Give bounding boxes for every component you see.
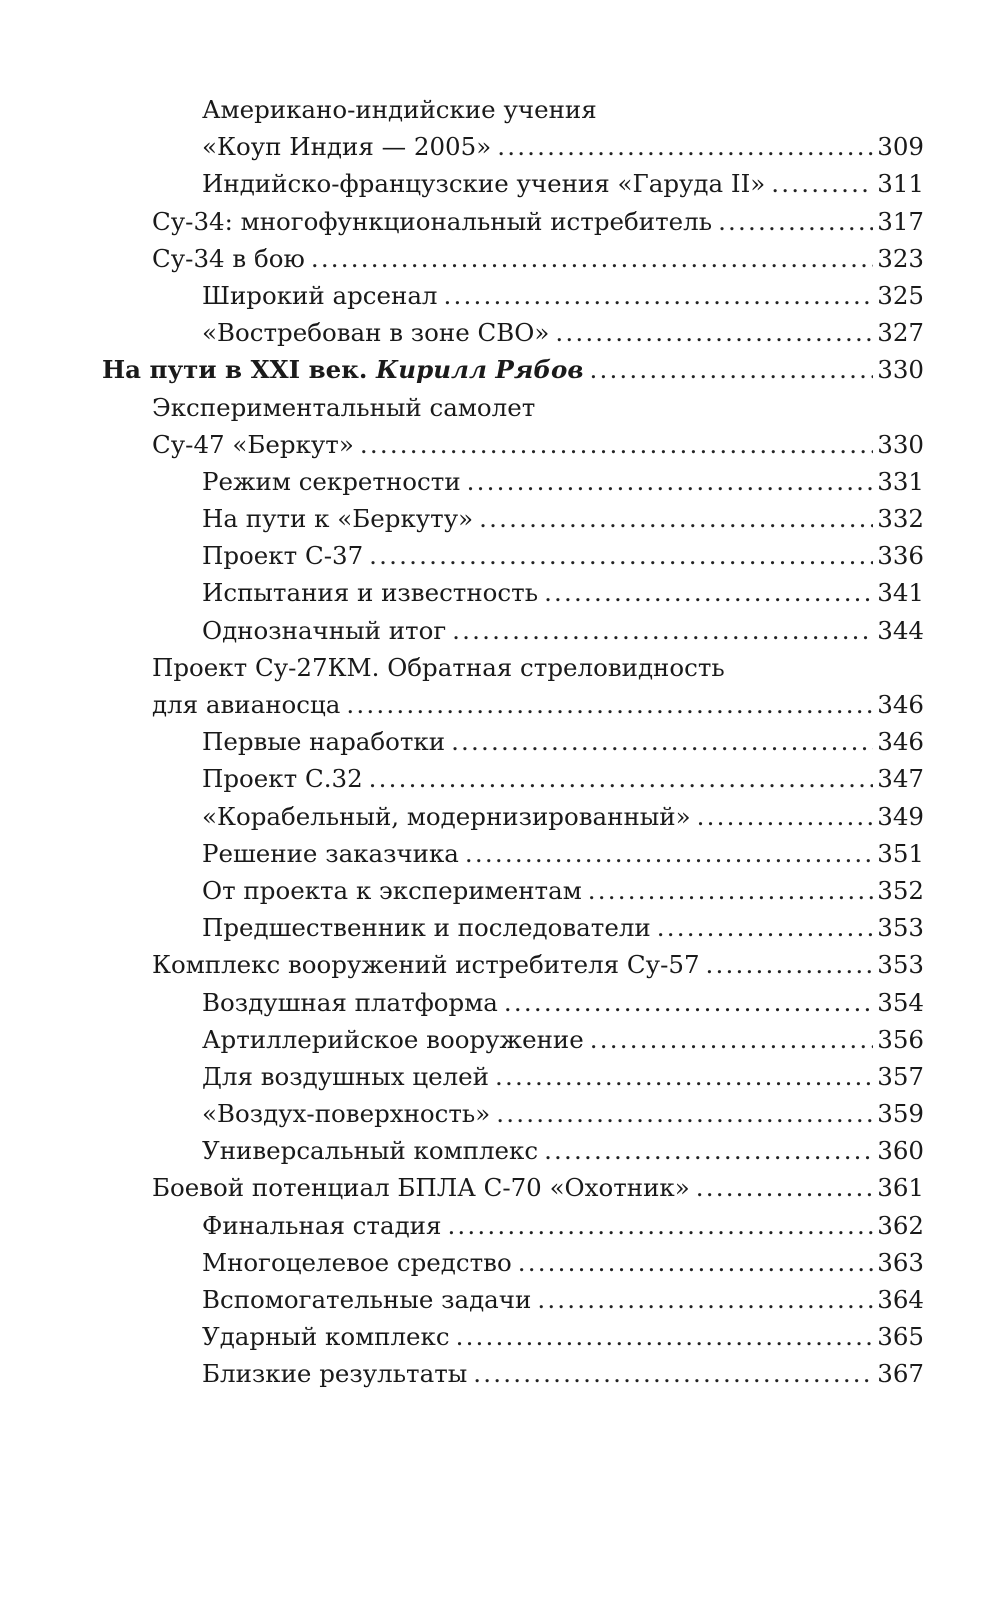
dot-leader [360, 426, 873, 463]
toc-entry [102, 426, 924, 463]
toc-entry [102, 203, 924, 240]
section-title [102, 351, 583, 388]
toc-entry-title: Первые наработки [202, 727, 446, 757]
dot-leader [697, 798, 874, 835]
toc-entry [102, 686, 924, 723]
toc-entry [102, 835, 924, 872]
toc-entry [102, 1021, 924, 1058]
toc-entry-title: Решение заказчика [202, 838, 459, 868]
toc-entry-title: Американо-индийские учения [202, 95, 597, 124]
toc-entry-page: 354 [877, 987, 924, 1017]
toc-entry [102, 1058, 924, 1095]
dot-leader [467, 463, 874, 500]
toc-entry-title: Предшественник и последователи [202, 913, 651, 943]
toc-entry-title: Артиллерийское вооружение [202, 1024, 584, 1054]
toc-entry-page: 357 [877, 1061, 924, 1091]
toc-entry-page: 352 [877, 875, 924, 905]
dot-leader [452, 612, 873, 649]
toc-entry-page: 323 [877, 243, 924, 273]
dot-leader [479, 500, 873, 537]
toc-entry [102, 165, 924, 202]
toc-entry [102, 909, 924, 946]
dot-leader [771, 165, 873, 202]
toc-entry-page: 346 [877, 690, 924, 719]
toc-entry [102, 1281, 924, 1318]
toc-entry [102, 1318, 924, 1355]
toc-entry [102, 984, 924, 1021]
toc-entry-page: 317 [877, 206, 924, 236]
dot-leader [518, 1244, 874, 1281]
toc-entry-title: Финальная стадия [202, 1210, 442, 1240]
toc-entry-page: 344 [877, 615, 924, 645]
toc-entry-page: 351 [877, 838, 924, 868]
dot-leader [589, 351, 873, 388]
toc-entry-page: 361 [877, 1173, 924, 1203]
toc-entry [102, 91, 924, 128]
toc-entry-page: 353 [877, 950, 924, 980]
toc-entry-title: Су-34: многофункциональный истребитель [152, 206, 713, 236]
toc-entry-title: Испытания и известность [202, 578, 539, 608]
toc-entry-page: 349 [877, 801, 924, 831]
toc-entry-page: 367 [877, 1359, 924, 1389]
toc-entry [102, 1355, 924, 1392]
toc-entry [102, 649, 924, 686]
toc-entry-title: Однозначный итог [202, 615, 447, 645]
toc-entry-title: Проект С-37 [202, 541, 364, 571]
toc-entry [102, 537, 924, 574]
toc-entry-title: «Корабельный, модернизированный» [202, 801, 691, 831]
toc-entry-title: «Воздух-поверхность» [202, 1099, 491, 1129]
dot-leader [346, 686, 873, 723]
toc-entry-title: «Коуп Индия — 2005» [202, 132, 492, 162]
toc-entry [102, 1132, 924, 1169]
toc-entry [102, 946, 924, 983]
toc-entry [102, 760, 924, 797]
toc-entry-page: 360 [877, 1136, 924, 1166]
toc-entry-title: Воздушная платформа [202, 987, 498, 1017]
toc-entry-title: Для воздушных целей [202, 1061, 489, 1091]
toc-entry [102, 277, 924, 314]
toc-entry-title: Ударный комплекс [202, 1322, 450, 1352]
section-author: Кирилл Рябов [375, 355, 584, 385]
toc-entry-title: «Востребован в зоне СВО» [202, 318, 550, 348]
toc-entry-page: 362 [877, 1210, 924, 1240]
toc-entry-title: Проект Су-27КМ. Обратная стреловидность [152, 652, 725, 682]
toc-entry [102, 723, 924, 760]
dot-leader [497, 128, 873, 165]
dot-leader [544, 574, 873, 611]
toc-entry-title: Су-34 в бою [152, 243, 305, 273]
dot-leader [544, 1132, 873, 1169]
toc-entry-title: Боевой потенциал БПЛА С-70 «Охотник» [152, 1173, 690, 1203]
dot-leader [369, 537, 873, 574]
toc-entry-page: 336 [877, 541, 924, 571]
dot-leader [451, 723, 873, 760]
toc-entry [102, 500, 924, 537]
toc-entry-title: Режим секретности [202, 466, 461, 496]
toc-entry [102, 1169, 924, 1206]
toc-entry-title: Широкий арсенал [202, 280, 438, 310]
toc-entry [102, 463, 924, 500]
toc-entry [102, 1095, 924, 1132]
toc-entry-title: Универсальный комплекс [202, 1136, 539, 1166]
dot-leader [504, 984, 873, 1021]
toc-entry-page: 363 [877, 1247, 924, 1277]
dot-leader [473, 1355, 873, 1392]
dot-leader [496, 1095, 873, 1132]
toc-entry [102, 314, 924, 351]
dot-leader [456, 1318, 874, 1355]
toc-entry [102, 1207, 924, 1244]
toc-entry-page: 359 [877, 1099, 924, 1129]
toc-entry-title: Близкие результаты [202, 1359, 468, 1389]
toc-entry-page: 327 [877, 318, 924, 348]
dot-leader [369, 760, 874, 797]
toc-entry [102, 240, 924, 277]
toc-entry-page: 347 [877, 764, 924, 794]
dot-leader [447, 1207, 873, 1244]
toc-entry [102, 128, 924, 165]
toc-entry-title: От проекта к экспериментам [202, 875, 582, 905]
toc-entry-page: 364 [877, 1285, 924, 1314]
dot-leader [465, 835, 873, 872]
dot-leader [537, 1281, 873, 1318]
dot-leader [718, 203, 873, 240]
dot-leader [706, 946, 874, 983]
toc-entry-page: 330 [877, 355, 924, 385]
toc-entry [102, 1244, 924, 1281]
table-of-contents [102, 91, 924, 1393]
toc-entry-page: 353 [877, 913, 924, 943]
dot-leader [588, 872, 873, 909]
dot-leader [495, 1058, 873, 1095]
toc-entry-title: для авианосца [152, 690, 341, 719]
toc-entry-title: Индийско-французские учения «Гаруда II» [202, 169, 766, 199]
toc-entry [102, 612, 924, 649]
dot-leader [696, 1169, 874, 1206]
toc-entry [102, 798, 924, 835]
toc-entry-title: Многоцелевое средство [202, 1247, 512, 1277]
dot-leader [590, 1021, 873, 1058]
dot-leader [444, 277, 874, 314]
toc-entry-title: Су-47 «Беркут» [152, 429, 354, 459]
toc-entry-title: Вспомогательные задачи [202, 1285, 532, 1314]
toc-entry-page: 309 [877, 132, 924, 162]
dot-leader [311, 240, 873, 277]
toc-entry [102, 389, 924, 426]
toc-entry-page: 330 [877, 429, 924, 459]
toc-entry-page: 332 [877, 504, 924, 534]
dot-leader [555, 314, 873, 351]
dot-leader [657, 909, 874, 946]
toc-entry-page: 325 [877, 280, 924, 310]
section-title-text: На пути в XXI век. [102, 355, 368, 385]
toc-entry-title: На пути к «Беркуту» [202, 504, 474, 534]
toc-entry-page: 356 [877, 1024, 924, 1054]
toc-entry-page: 311 [877, 169, 924, 199]
toc-entry [102, 574, 924, 611]
toc-entry-page: 331 [877, 466, 924, 496]
toc-entry-page: 341 [877, 578, 924, 608]
toc-entry-title: Комплекс вооружений истребителя Су-57 [152, 950, 700, 980]
toc-entry-page: 346 [877, 727, 924, 757]
toc-entry-title: Проект С.32 [202, 764, 363, 794]
toc-section-heading [102, 351, 924, 388]
toc-entry [102, 872, 924, 909]
toc-entry-title: Экспериментальный самолет [152, 392, 536, 422]
toc-entry-page: 365 [877, 1322, 924, 1352]
